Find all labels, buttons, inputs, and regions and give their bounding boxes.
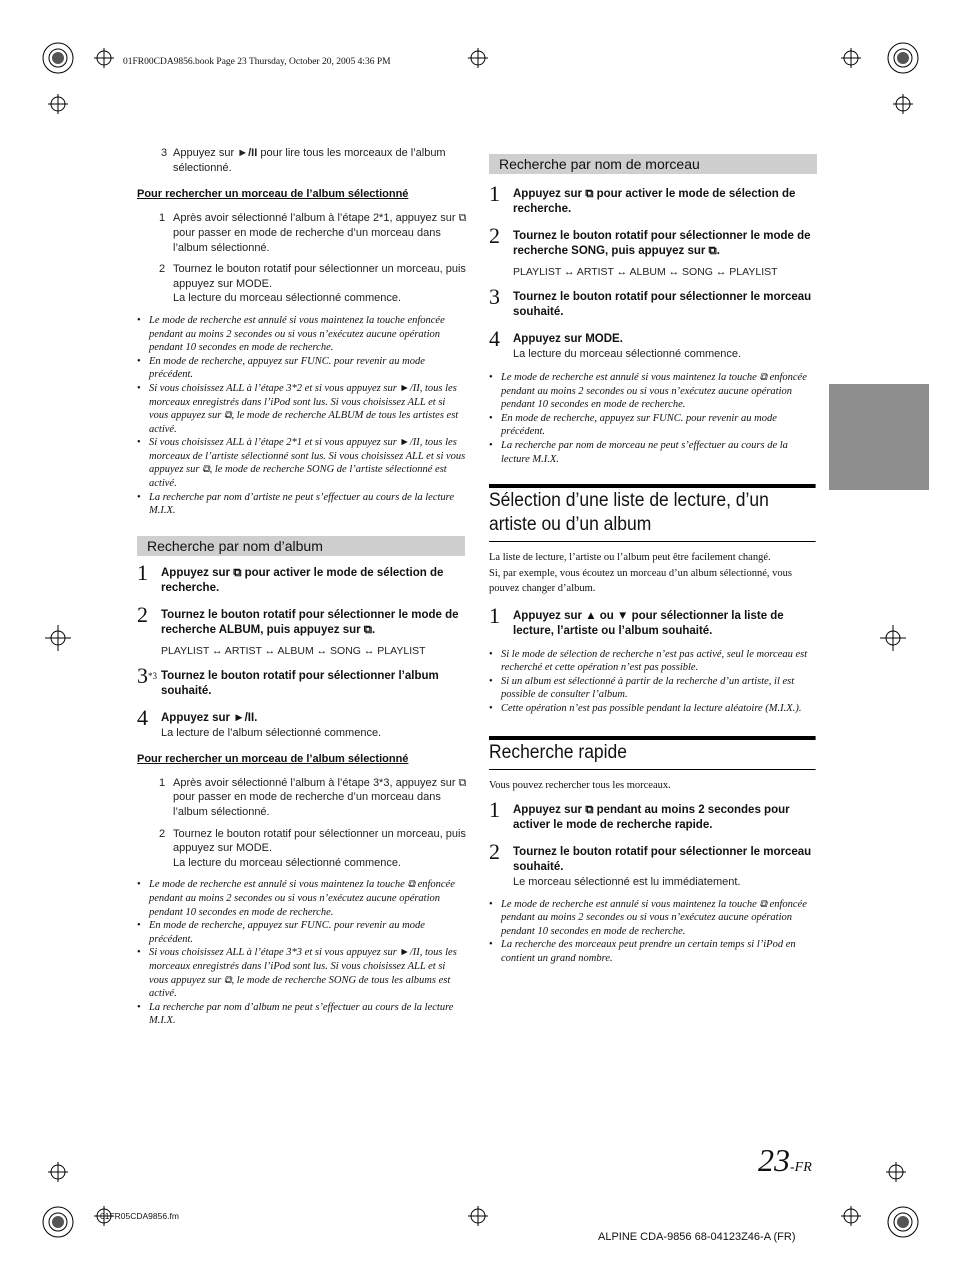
selection-notes [489, 648, 819, 716]
note: • La recherche par nom de morceau ne peut s’effectuer au cours de la lecture M.I.X. [489, 439, 819, 466]
selection-intro: La liste de lecture, l’artiste ou l’album peut être facilement changé. Si, par exemple, vous écoutez un morceau d’un album sélectionné, vous pouvez changer d’album. [489, 552, 792, 595]
quick-step-1: 1 Appuyez sur ⧉ pendant au moins 2 secondes pour activer le mode de recherche rapide. [489, 796, 790, 831]
note: • Si vous choisissez ALL à l’étape 3*2 et si vous appuyez sur ►/II, tous les morceaux enregistrés dans l’iPod sont lus. Si vous choisissez ALL et si vous appuyez sur ⧉, le mode de recherche ALBUM de tous les artistes est activé. [137, 382, 467, 436]
notes-2 [137, 878, 467, 1028]
note: • Si vous choisissez ALL à l’étape 2*1 et si vous appuyez sur ►/II, tous les morceaux de l’artiste sélectionné sont lus. Si vous choisissez ALL et si vous appuyez sur ⧉, le mode de recherche SONG de l’artiste sélectionné est activé. [137, 436, 467, 490]
selection-step-1: 1 Appuyez sur ▲ ou ▼ pour sélectionner la liste de lecture, l’artiste ou l’album souhaité. [489, 602, 784, 637]
step3-line: 3 Appuyez sur ►/II pour lire tous les morceaux de l’album sélectionné. [161, 147, 446, 174]
sub2-item-1: 1 Après avoir sélectionné l’album à l’étape 3*3, appuyez sur ⧉ pour passer en mode de recherche d’un morceau dans l’album sélectionné. [159, 776, 467, 819]
left-column [137, 146, 467, 1028]
note: • La recherche par nom d’album ne peut s’effectuer au cours de la lecture M.I.X. [137, 1001, 467, 1028]
quick-intro: Vous pouvez rechercher tous les morceaux. [489, 779, 671, 791]
sub1-title: Pour rechercher un morceau de l’album sélectionné [137, 188, 409, 201]
note: • Si le mode de sélection de recherche n’est pas activé, seul le morceau est recherché et cette opération n’est pas possible. [489, 648, 819, 675]
page-number: 23-FR [758, 1142, 812, 1178]
right-column [489, 154, 819, 966]
album-step-3: 3$^{*3}$ Tournez le bouton rotatif pour sélectionner l’album souhaité. [137, 662, 439, 697]
quick-notes [489, 898, 819, 966]
play-pause-icon: ►/II [237, 147, 258, 159]
section-title-selection: Sélection d’une liste de lecture, d’un artiste ou d’un album [489, 484, 816, 542]
file-name: 01FR05CDA9856.fm [100, 1211, 179, 1221]
note: • La recherche des morceaux peut prendre un certain temps si l’iPod en contient un grand nombre. [489, 938, 819, 965]
side-tab [829, 384, 929, 490]
sub1-item-2: 2 Tournez le bouton rotatif pour sélectionner un morceau, puis appuyez sur MODE. La lecture du morceau sélectionné commence. [159, 263, 466, 305]
song-step-3: 3 Tournez le bouton rotatif pour sélectionner le morceau souhaité. [489, 284, 812, 318]
note: • Le mode de recherche est annulé si vous maintenez la touche ⧉ enfoncée pendant au moins 2 secondes ou si vous n’exécutez aucune opération pendant 10 secondes en mode de recherche. [489, 898, 819, 939]
note: • Le mode de recherche est annulé si vous maintenez la touche ⧉ enfoncée pendant au moins 2 secondes ou si vous n’exécutez aucune opération pendant 10 secondes en mode de recherche. [137, 878, 467, 919]
book-line: 01FR00CDA9856.book Page 23 Thursday, October 20, 2005 4:36 PM [123, 57, 391, 67]
sub2-title: Pour rechercher un morceau de l’album sélectionné [137, 752, 409, 765]
note: • Cette opération n’est pas possible pendant la lecture aléatoire (M.I.X.). [489, 702, 819, 716]
section-title-song: Recherche par nom de morceau [489, 154, 817, 174]
search-key-icon: ⧉ [458, 212, 467, 225]
quick-step-2: 2 Tournez le bouton rotatif pour sélectionner le morceau souhaité. Le morceau sélectionné est lu immédiatement. [489, 838, 812, 888]
notes-1 [137, 314, 467, 518]
note: • La recherche par nom d’artiste ne peut s’effectuer au cours de la lecture M.I.X. [137, 491, 467, 518]
section-title-album: Recherche par nom d’album [137, 536, 465, 556]
note: • Le mode de recherche est annulé si vous maintenez la touche enfoncée pendant au moins 2 secondes ou si vous n’exécutez aucune opération pendant 10 secondes en mode de recherche. [137, 314, 467, 355]
note: • Le mode de recherche est annulé si vous maintenez la touche ⧉ enfoncée pendant au moins 2 secondes ou si vous n’exécutez aucune opération pendant 10 secondes en mode de recherche. [489, 371, 819, 412]
song-step-4: 4 Appuyez sur MODE. La lecture du morceau sélectionné commence. [489, 326, 742, 360]
note: • En mode de recherche, appuyez sur FUNC. pour revenir au mode précédent. [137, 355, 467, 382]
note: • Si vous choisissez ALL à l’étape 3*3 et si vous appuyez sur ►/II, tous les morceaux enregistrés dans l’iPod sont lus. Si vous choisissez ALL et si vous appuyez sur ⧉, le mode de recherche SONG de tous les albums est activé. [137, 946, 467, 1000]
sub2-item-2: 2 Tournez le bouton rotatif pour sélectionner un morceau, puis appuyez sur MODE. La lecture du morceau sélectionné commence. [159, 827, 466, 869]
model-line: ALPINE CDA-9856 68-04123Z46-A (FR) [598, 1231, 796, 1243]
song-step-2: 2 Tournez le bouton rotatif pour sélectionner le mode de recherche SONG, puis appuyez sur ⧉. PLAYLIST ↔ ARTIST ↔ ALBUM ↔ SONG ↔ PLAYLIST [489, 223, 811, 278]
section-title-quick: Recherche rapide [489, 736, 816, 770]
album-step-4: 4 Appuyez sur ►/II. La lecture de l’album sélectionné commence. [137, 704, 382, 739]
song-step-1: 1 Appuyez sur ⧉ pour activer le mode de sélection de recherche. [489, 181, 796, 215]
note: • Si un album est sélectionné à partir de la recherche d’un artiste, il est possible de consulter l’album. [489, 675, 819, 702]
sub1-item-1: 1 Après avoir sélectionné l’album à l’étape 2*1, appuyez sur ⧉ pour passer en mode de recherche d’un morceau dans l’album sélectionné. [159, 212, 467, 254]
note: • En mode de recherche, appuyez sur FUNC. pour revenir au mode précédent. [137, 919, 467, 946]
album-step-2: 2 Tournez le bouton rotatif pour sélectionner le mode de recherche ALBUM, puis appuyez sur ⧉. PLAYLIST ↔ ARTIST ↔ ALBUM ↔ SONG ↔ PLAYLIST [137, 601, 459, 657]
note: • En mode de recherche, appuyez sur FUNC. pour revenir au mode précédent. [489, 412, 819, 439]
song-notes [489, 371, 819, 466]
album-step-1: 1 Appuyez sur ⧉ pour activer le mode de sélection de recherche. [137, 559, 444, 594]
